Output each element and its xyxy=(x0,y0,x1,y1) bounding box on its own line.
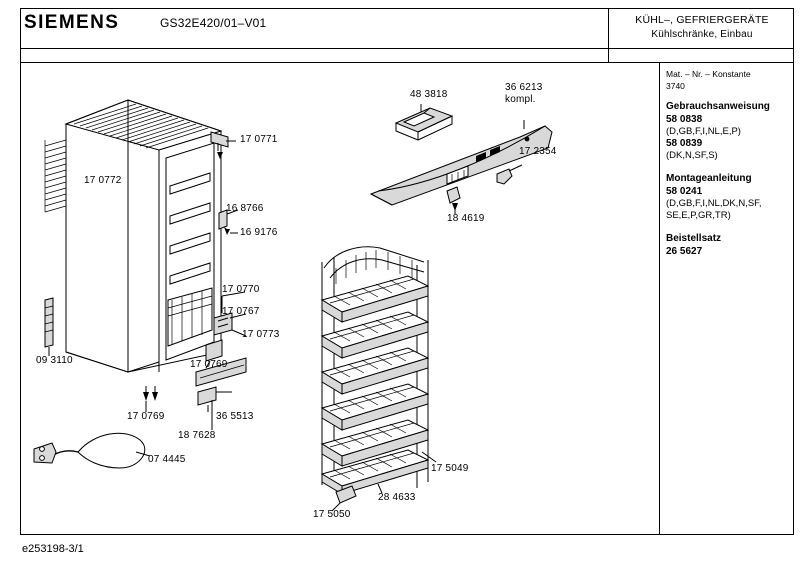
part-label-187628: 18 7628 xyxy=(178,430,216,441)
category-line-1: KÜHL–, GEFRIERGERÄTE xyxy=(635,14,769,26)
part-label-169176: 16 9176 xyxy=(240,227,278,238)
freezer-shelf-stack xyxy=(322,247,436,511)
part-label-170771: 17 0771 xyxy=(240,134,278,145)
category-line-2: Kühlschränke, Einbau xyxy=(651,29,753,40)
part-label-170769-lower: 17 0769 xyxy=(127,411,165,422)
part-label-093110: 09 3110 xyxy=(36,355,73,366)
mat-number: 3740 xyxy=(666,81,685,91)
part-label-170770: 17 0770 xyxy=(222,284,260,295)
info-entry-langs: (D,GB,F,I,NL,DK,N,SF, xyxy=(666,198,762,209)
drawing-number: e253198-3/1 xyxy=(22,543,84,555)
part-label-284633: 28 4633 xyxy=(378,492,416,503)
info-block-title: Beistellsatz xyxy=(666,233,722,244)
part-label-483818: 48 3818 xyxy=(410,89,448,100)
part-label-170769-upper: 17 0769 xyxy=(190,359,228,370)
part-label-170767: 17 0767 xyxy=(222,306,260,317)
part-label-365513: 36 5513 xyxy=(216,411,254,422)
part-label-175050: 17 5050 xyxy=(313,509,351,520)
part-label-366213-kompl: kompl. xyxy=(505,94,536,105)
info-entry-langs: (DK,N,SF,S) xyxy=(666,150,718,161)
part-label-168766: 16 8766 xyxy=(226,203,264,214)
part-label-170773: 17 0773 xyxy=(242,329,280,340)
info-entry-number: 26 5627 xyxy=(666,246,703,257)
mat-line: Mat. – Nr. – Konstante xyxy=(666,69,751,79)
info-block-title: Montageanleitung xyxy=(666,173,752,184)
part-label-175049: 17 5049 xyxy=(431,463,469,474)
info-block-title: Gebrauchsanweisung xyxy=(666,101,770,112)
info-entry-number: 58 0241 xyxy=(666,186,703,197)
info-entry-langs: SE,E,P,GR,TR) xyxy=(666,210,731,221)
part-label-170772: 17 0772 xyxy=(84,175,122,186)
control-panel-assembly xyxy=(371,104,552,214)
info-entry-number: 58 0839 xyxy=(666,138,703,149)
info-entry-number: 58 0838 xyxy=(666,114,703,125)
part-label-184619: 18 4619 xyxy=(447,213,485,224)
info-entry-langs: (D,GB,F,I,NL,E,P) xyxy=(666,126,741,137)
brand-logo: SIEMENS xyxy=(24,12,120,33)
part-label-074445: 07 4445 xyxy=(148,454,186,465)
part-label-172354: 17 2354 xyxy=(519,146,557,157)
model-number: GS32E420/01–V01 xyxy=(160,16,267,30)
part-label-366213: 36 6213 xyxy=(505,82,543,93)
